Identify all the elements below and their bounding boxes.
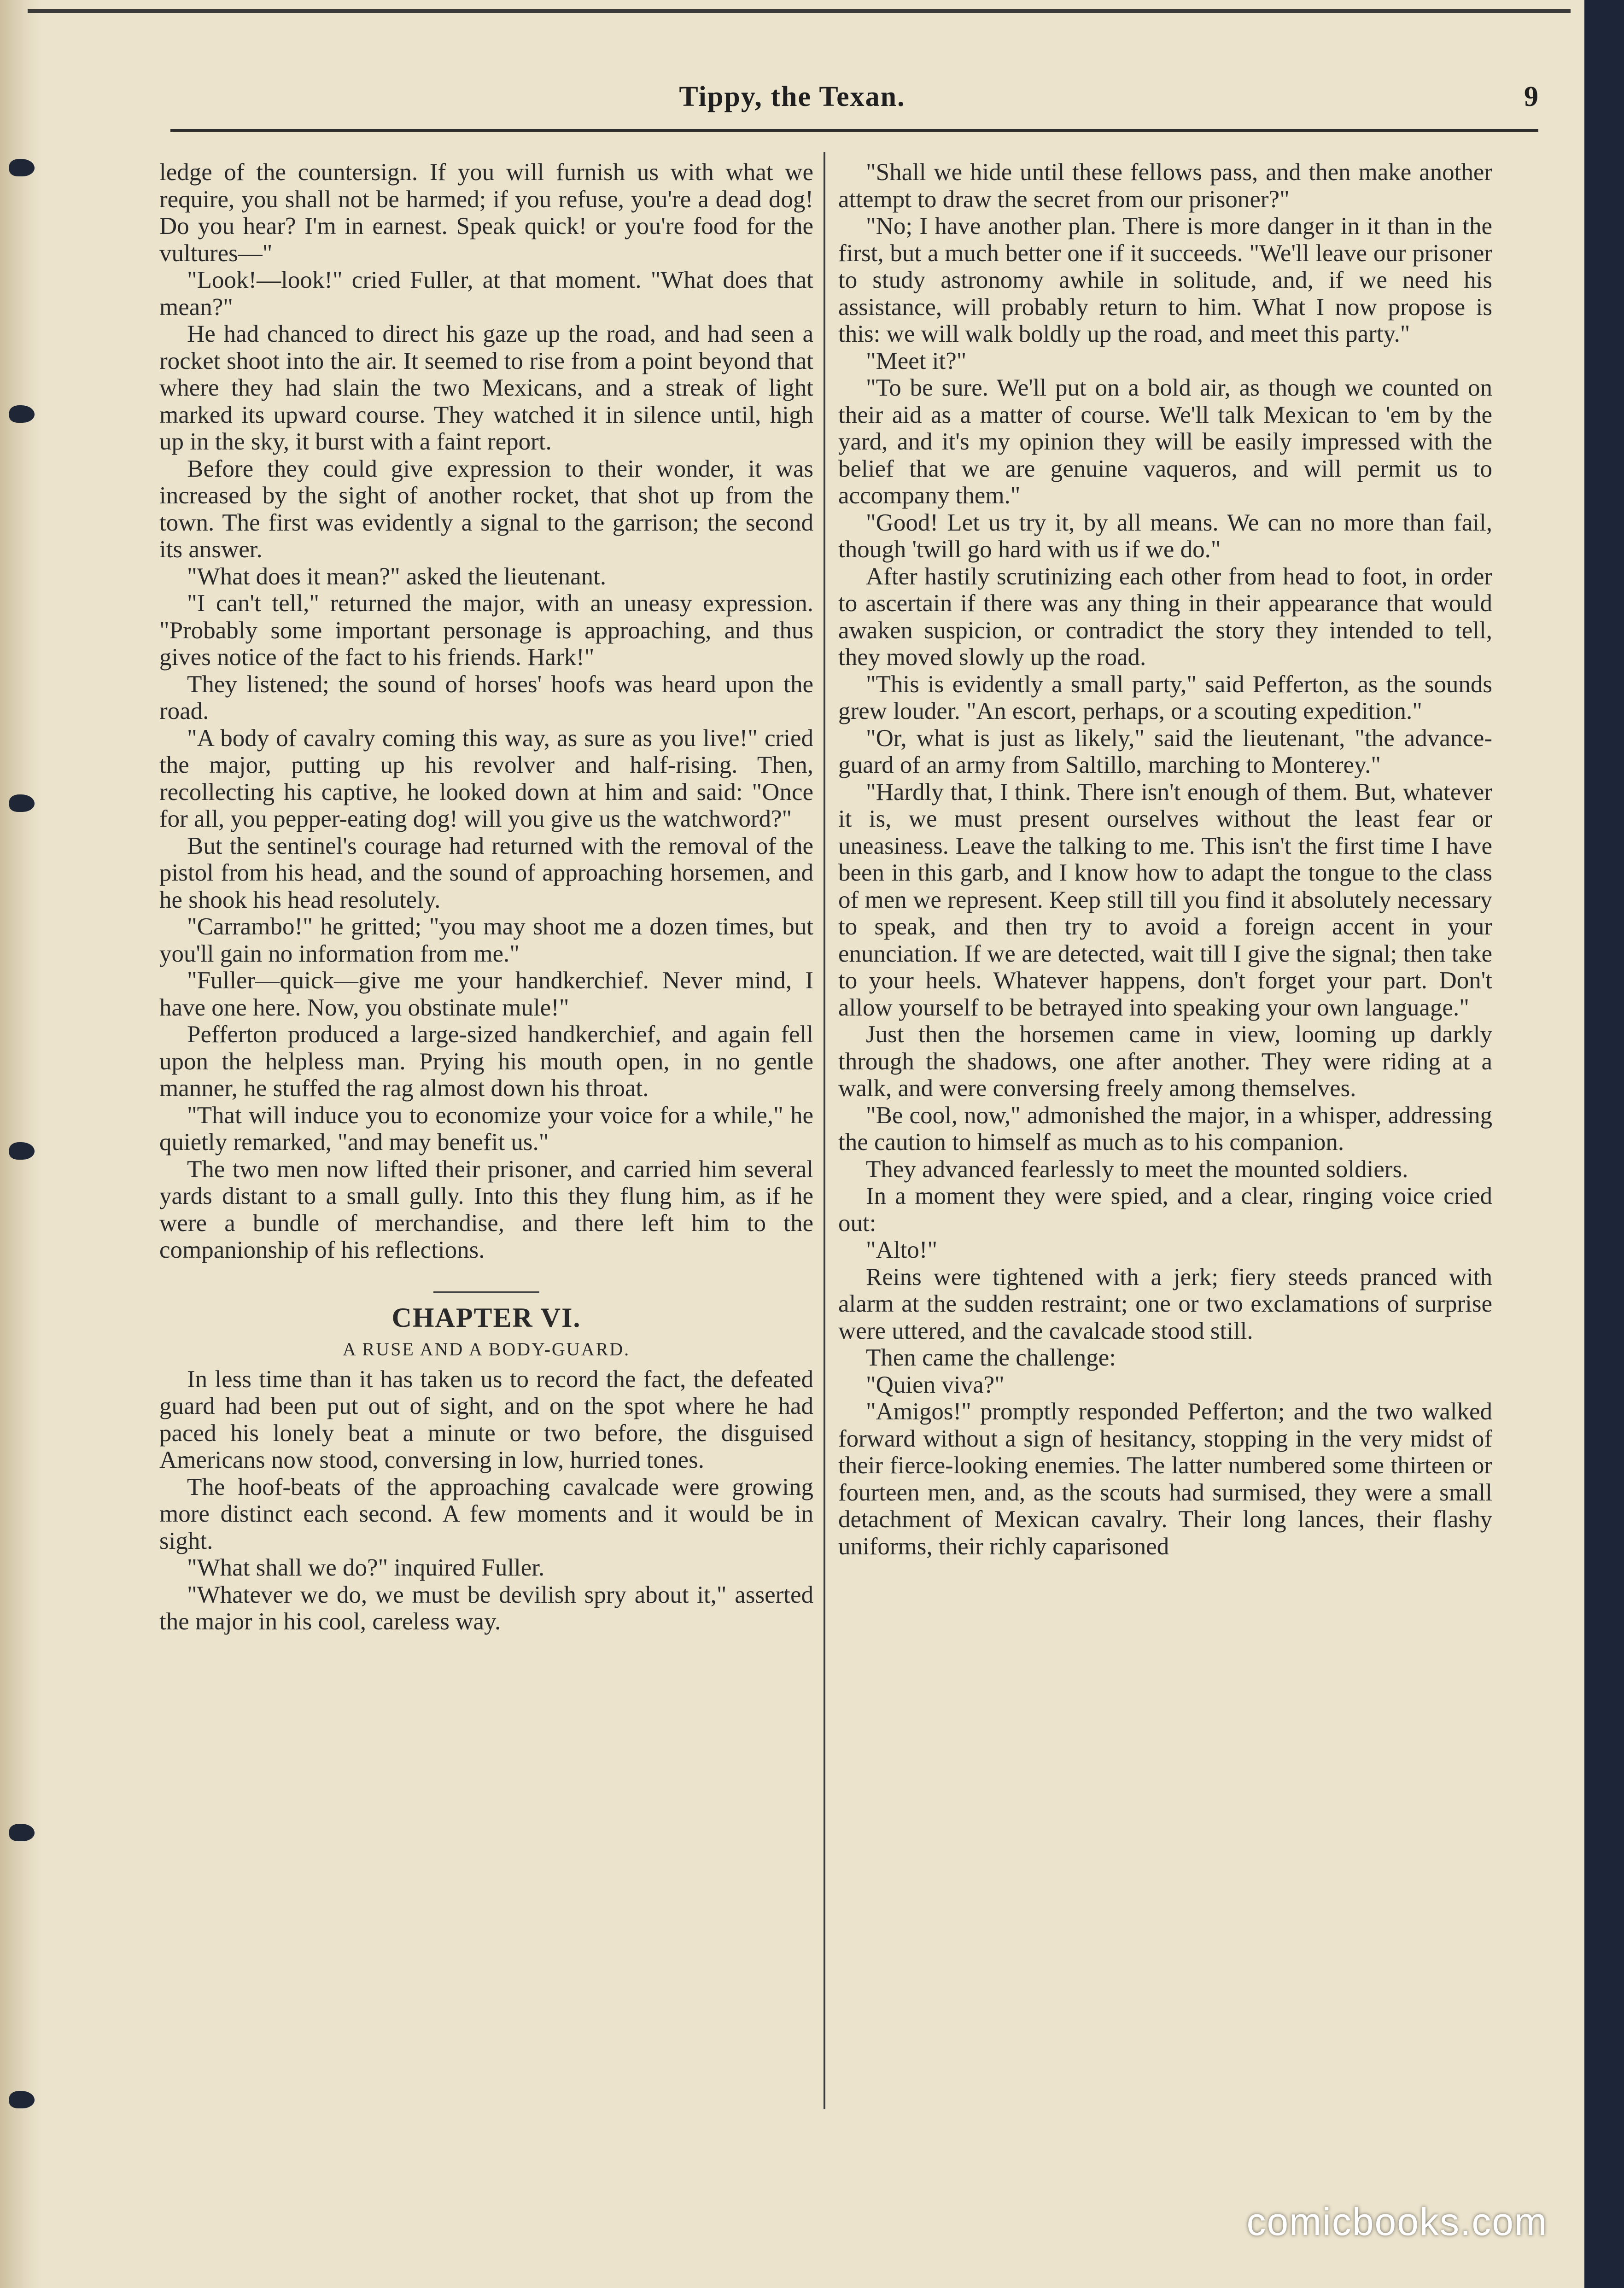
paragraph: He had chanced to direct his gaze up the road, and had seen a rocket shoot into the air. It seemed to rise from a point beyond that where they had slain the two Mexicans, and a streak of light marked its upward course. They watched it in silence until, high up in the sky, it burst with a faint report. <box>159 321 813 455</box>
paragraph: Before they could give expression to their wonder, it was increased by the sight of another rocket, that shot up from the town. The first was evidently a signal to the garrison; the second its answer. <box>159 455 813 563</box>
paragraph: But the sentinel's courage had returned with the removal of the pistol from his head, and the sound of approaching horsemen, and he shook his head resolutely. <box>159 832 813 913</box>
paragraph: In less time than it has taken us to record the fact, the defeated guard had been put out of sight, and on the spot where he had paced his lonely beat a minute or two before, the disguised Americans now stood, conversing in low, hurried tones. <box>159 1366 813 1473</box>
paragraph: "Whatever we do, we must be devilish spry about it," asserted the major in his cool, careless way. <box>159 1581 813 1635</box>
binding-hole <box>9 159 35 176</box>
paragraph: "Meet it?" <box>866 347 967 374</box>
paragraph: ledge of the countersign. If you will furnish us with what we require, you shall not be harmed; if you refuse, you're a dead dog! Do you hear? I'm in earnest. Speak quick! or you're food for the vultures—" <box>159 159 813 267</box>
binding-hole <box>9 1824 35 1841</box>
paragraph: "Hardly that, I think. There isn't enough of them. But, whatever it is, we must present ourselves without the least fear or uneasiness. Leave the talking to me. This isn't the first time I have been in this garb, and I know how to adapt the tongue to the class of men we represent. Keep still till you find it absolutely necessary to speak, and then try to avoid a foreign accent in your enunciation. If we are detected, wait till I give the signal; then take to your heels. Whatever happens, don't forget your part. Don't allow yourself to be betrayed into speaking your own language." <box>838 778 1492 1021</box>
paragraph: In a moment they were spied, and a clear, ringing voice cried out: <box>838 1183 1492 1237</box>
left-column <box>159 159 813 1635</box>
paragraph: "Alto!" <box>866 1237 938 1263</box>
binding-hole <box>9 405 35 423</box>
paragraph: "Fuller—quick—give me your handkerchief. Never mind, I have one here. Now, you obstinate mule!" <box>159 967 813 1021</box>
paragraph: "To be sure. We'll put on a bold air, as though we counted on their aid as a matter of course. We'll talk Mexican to 'em by the yard, and it's my opinion they will be easily impressed with the belief that we are genuine vaqueros, and will permit us to accompany them." <box>838 374 1492 509</box>
chapter-subtitle: A RUSE AND A BODY-GUARD. <box>342 1338 631 1360</box>
paragraph: "Shall we hide until these fellows pass, and then make another attempt to draw the secret from our prisoner?" <box>838 159 1492 213</box>
chapter-rule <box>433 1291 539 1293</box>
paragraph: "Be cool, now," admonished the major, in a whisper, addressing the caution to himself as much as to his companion. <box>838 1102 1492 1156</box>
right-column <box>838 159 1492 1560</box>
paragraph: The hoof-beats of the approaching cavalcade were growing more distinct each second. A few moments and it would be in sight. <box>159 1473 813 1554</box>
paragraph: "A body of cavalry coming this way, as sure as you live!" cried the major, putting up his revolver and half-rising. Then, recollecting his captive, he looked down at him and said: "Once for all, you pepper-eating dog! will you give us the watchword?" <box>159 724 813 832</box>
paragraph: "This is evidently a small party," said Pefferton, as the sounds grew louder. "An escort, perhaps, or a scouting expedition." <box>838 671 1492 724</box>
paragraph: The two men now lifted their prisoner, and carried him several yards distant to a small gully. Into this they flung him, as if he were a bundle of merchandise, and there left him to the companionship of his reflections. <box>159 1156 813 1263</box>
paragraph: "That will induce you to economize your voice for a while," he quietly remarked, "and may benefit us." <box>159 1102 813 1156</box>
binding-hole <box>9 794 35 812</box>
paragraph: Just then the horsemen came in view, looming up darkly through the shadows, one after another. They were riding at a walk, and were conversing freely among themselves. <box>838 1021 1492 1102</box>
paragraph: They listened; the sound of horses' hoofs was heard upon the road. <box>159 671 813 724</box>
top-border <box>28 9 1571 13</box>
paragraph: After hastily scrutinizing each other from head to foot, in order to ascertain if there was any thing in their appearance that would awaken suspicion, or contradict the story they intended to tell, they moved slowly up the road. <box>838 563 1492 671</box>
paragraph: "Or, what is just as likely," said the lieutenant, "the advance-guard of an army from Saltillo, marching to Monterey." <box>838 724 1492 778</box>
paragraph: "What shall we do?" inquired Fuller. <box>187 1554 545 1581</box>
running-title: Tippy, the Texan. <box>679 81 905 112</box>
site-watermark: comicbooks.com <box>1246 2200 1548 2243</box>
paragraph: They advanced fearlessly to meet the mounted soldiers. <box>866 1156 1408 1183</box>
page-number: 9 <box>1524 81 1538 112</box>
column-divider <box>824 152 825 2109</box>
chapter-title: CHAPTER VI. <box>391 1302 581 1333</box>
paragraph: "Good! Let us try it, by all means. We can no more than fail, though 'twill go hard with us if we do." <box>838 509 1492 563</box>
binding-hole <box>9 2091 35 2108</box>
header-rule <box>170 129 1538 132</box>
binding-hole <box>9 1142 35 1160</box>
paragraph: "No; I have another plan. There is more danger in it than in the first, but a much better one if it succeeds. "We'll leave our prisoner to study astronomy awhile in solitude, and, if we need his assistance, will probably return to him. What I now propose is this: we will walk boldly up the road, and meet this party." <box>838 213 1492 347</box>
paragraph: "Carrambo!" he gritted; "you may shoot me a dozen times, but you'll gain no information from me." <box>159 913 813 967</box>
paragraph: "Look!—look!" cried Fuller, at that moment. "What does that mean?" <box>159 267 813 321</box>
page-header <box>28 81 1557 127</box>
paragraph: "I can't tell," returned the major, with an uneasy expression. "Probably some important personage is approaching, and thus gives notice of the fact to his friends. Hark!" <box>159 590 813 671</box>
paragraph: Reins were tightened with a jerk; fiery steeds pranced with alarm at the sudden restraint; one or two exclamations of surprise were uttered, and the cavalcade stood still. <box>838 1263 1492 1344</box>
paragraph: Then came the challenge: <box>866 1344 1116 1371</box>
paragraph: Pefferton produced a large-sized handkerchief, and again fell upon the helpless man. Prying his mouth open, in no gentle manner, he stuffed the rag almost down his throat. <box>159 1021 813 1102</box>
paragraph: "Amigos!" promptly responded Pefferton; and the two walked forward without a sign of hesitancy, stopping in the very midst of their fierce-looking enemies. The latter numbered some thirteen or fourteen men, and, as the scouts had surmised, they were a small detachment of Mexican cavalry. Their long lances, their flashy uniforms, their richly caparisoned <box>838 1398 1492 1560</box>
paragraph: "What does it mean?" asked the lieutenant. <box>187 563 607 590</box>
paragraph: "Quien viva?" <box>866 1371 1005 1398</box>
